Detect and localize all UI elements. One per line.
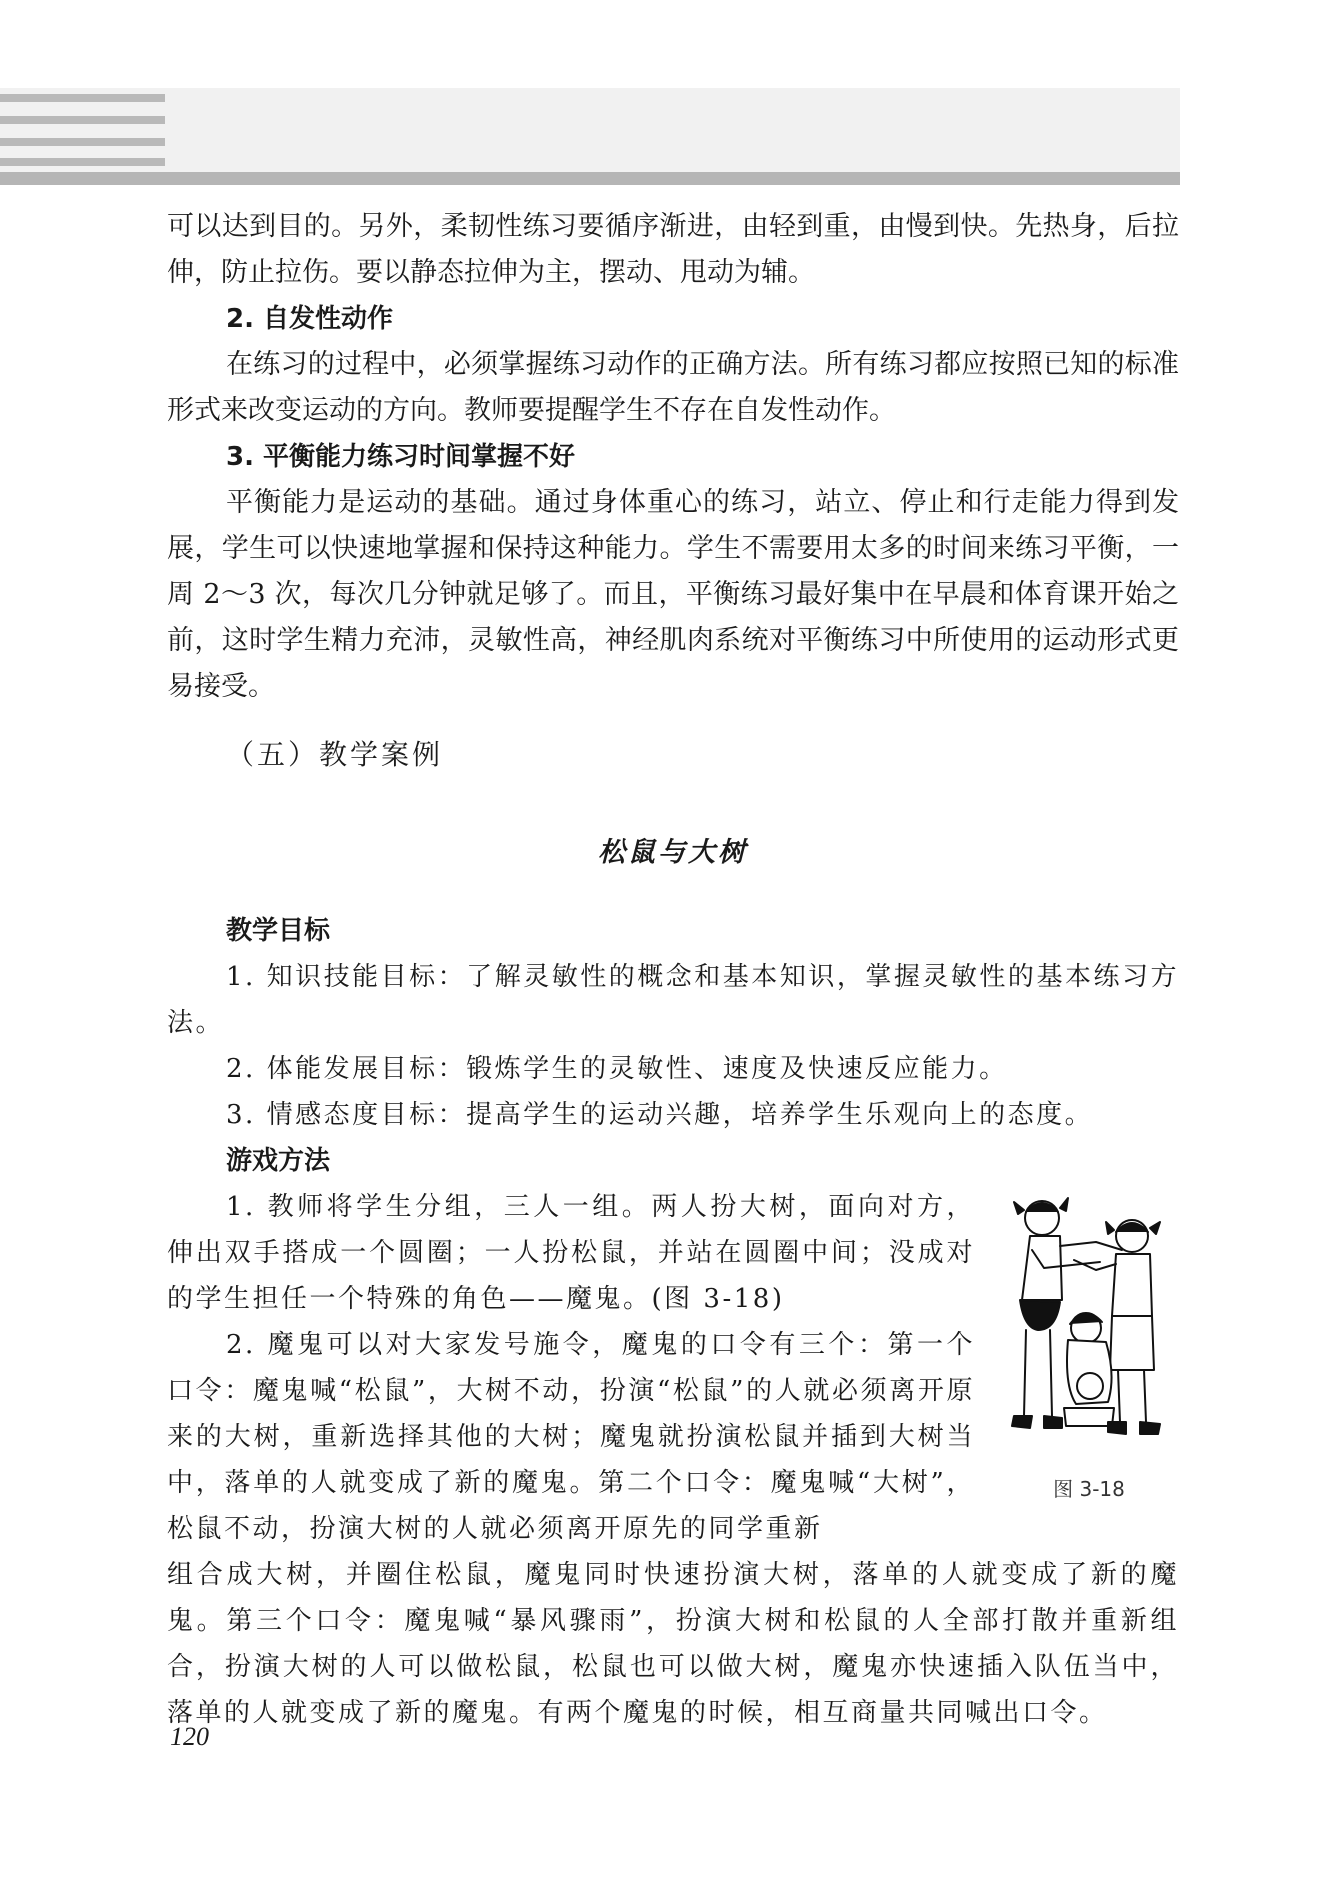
paragraph-2: 在练习的过程中，必须掌握练习动作的正确方法。所有练习都应按照已知的标准形式来改变运动的方向。教师要提醒学生不存在自发性动作。 xyxy=(167,349,1179,426)
goals-heading: 教学目标 xyxy=(226,916,331,946)
method-2-continued: 组合成大树，并圈住松鼠，魔鬼同时快速扮演大树，落单的人就变成了新的魔鬼。第三个口令：魔鬼喊“暴风骤雨”，扮演大树和松鼠的人全部打散并重新组合，扮演大树的人可以做松鼠，松鼠也可以做大树，魔鬼亦快速插入队伍当中，落单的人就变成了新的魔鬼。有两个魔鬼的时候，相互商量共同喊出口令。 xyxy=(167,1560,1179,1728)
subheading-3: 3. 平衡能力练习时间掌握不好 xyxy=(226,442,576,472)
method-with-figure xyxy=(167,1184,1179,1552)
page-header-decoration xyxy=(0,88,1180,185)
figure-caption: 图 3-18 xyxy=(1053,1477,1125,1501)
method-2: 2. 魔鬼可以对大家发号施令，魔鬼的口令有三个：第一个口令：魔鬼喊“松鼠”，大树不动，扮演“松鼠”的人就必须离开原来的大树，重新选择其他的大树；魔鬼就扮演松鼠并插到大树当中，落单的人就变成了新的魔鬼。第二个口令：魔鬼喊“大树”，松鼠不动，扮演大树的人就必须离开原先的同学重新 xyxy=(167,1330,975,1544)
goal-1: 1. 知识技能目标：了解灵敏性的概念和基本知识，掌握灵敏性的基本练习方法。 xyxy=(167,962,1179,1038)
method-heading: 游戏方法 xyxy=(226,1146,331,1176)
method-1: 1. 教师将学生分组，三人一组。两人扮大树，面向对方，伸出双手搭成一个圆圈；一人扮松鼠，并站在圆圈中间；没成对的学生担任一个特殊的角色——魔鬼。(图 3-18) xyxy=(167,1192,975,1314)
paragraph-3: 平衡能力是运动的基础。通过身体重心的练习，站立、停止和行走能力得到发展，学生可以快速地掌握和保持这种能力。学生不需要用太多的时间来练习平衡，一周 2～3 次，每次几分钟就足够了。而且，平衡练习最好集中在早晨和体育课开始之前，这时学生精力充沛，灵敏性高，神经肌肉系统对平衡练习中所使用的运动形式更易接受。 xyxy=(167,487,1179,702)
paragraph-1: 可以达到目的。另外，柔韧性练习要循序渐进，由轻到重，由慢到快。先热身，后拉伸，防止拉伤。要以静态拉伸为主，摆动、甩动为辅。 xyxy=(167,211,1179,288)
page-body xyxy=(167,204,1179,1736)
page-number: 120 xyxy=(170,1722,209,1751)
goal-2: 2. 体能发展目标：锻炼学生的灵敏性、速度及快速反应能力。 xyxy=(226,1054,1008,1084)
subheading-2: 2. 自发性动作 xyxy=(226,304,394,334)
section-title: （五）教学案例 xyxy=(226,738,444,771)
children-game-illustration xyxy=(1004,1190,1174,1470)
goal-3: 3. 情感态度目标：提高学生的运动兴趣，培养学生乐观向上的态度。 xyxy=(226,1100,1094,1130)
figure-3-18 xyxy=(999,1190,1179,1504)
case-title: 松鼠与大树 xyxy=(598,837,748,868)
